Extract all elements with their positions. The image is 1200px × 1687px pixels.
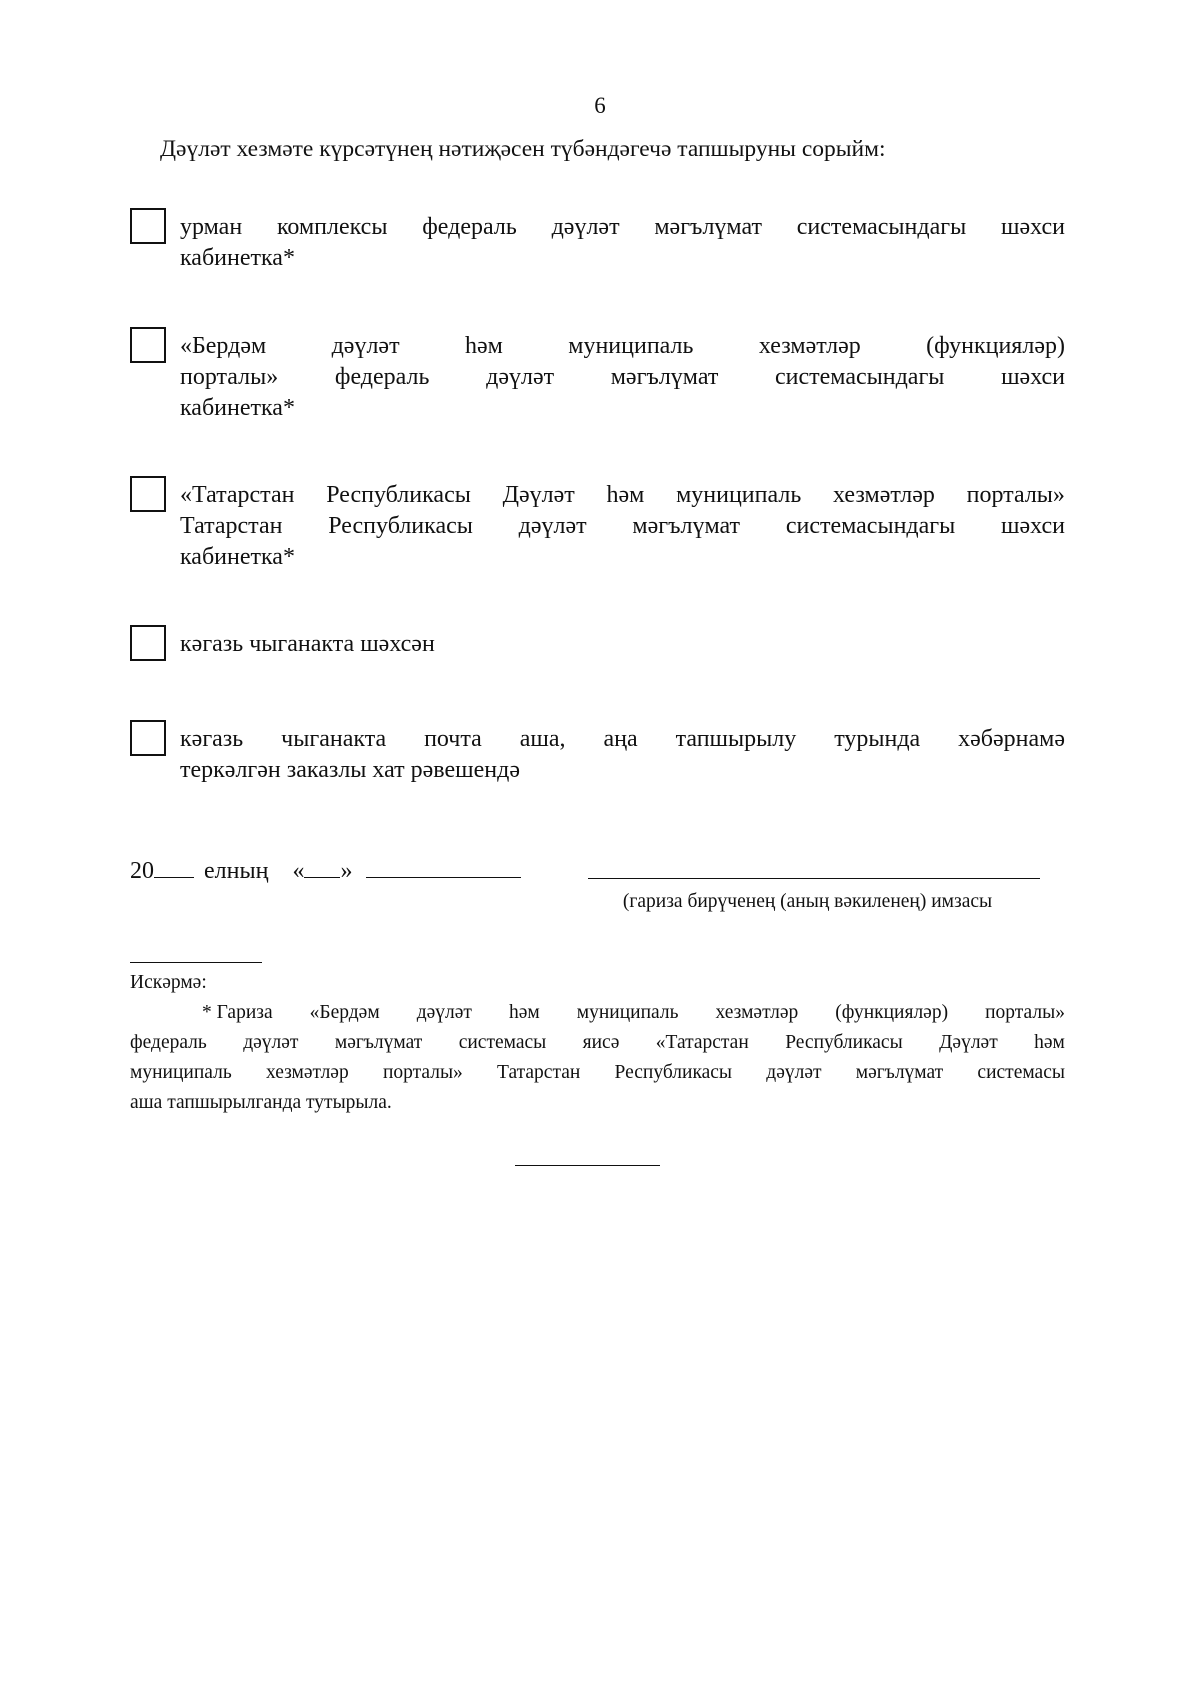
footnote-word: муниципаль bbox=[576, 1002, 679, 1023]
checkbox-federal-forestry-cabinet[interactable] bbox=[130, 208, 166, 244]
footnote-line bbox=[130, 1058, 1065, 1088]
option-word: теркәлгән заказлы хат рәвешендә bbox=[180, 757, 520, 783]
date-quote-close: » bbox=[340, 858, 353, 884]
footnote-word: «Бердәм bbox=[309, 1002, 380, 1023]
option-line bbox=[180, 243, 1065, 274]
option-line bbox=[180, 480, 1065, 511]
option-federal-forestry-cabinet bbox=[180, 212, 1065, 274]
footnote-word: яисә bbox=[582, 1032, 620, 1053]
date-year-word: елның bbox=[204, 858, 269, 884]
option-word: порталы» bbox=[966, 482, 1065, 508]
option-word: дәүләт bbox=[331, 333, 400, 359]
footnote-word: һәм bbox=[1034, 1032, 1065, 1053]
option-word: кабинетка* bbox=[180, 245, 295, 271]
option-word: хезмәтләр bbox=[758, 333, 861, 359]
footnote-line bbox=[130, 1088, 1065, 1118]
footnote-line bbox=[130, 998, 1065, 1028]
option-word: шәхси bbox=[1001, 214, 1065, 240]
option-word: аша, bbox=[519, 726, 566, 752]
footnote-word: системасы bbox=[458, 1032, 547, 1053]
footnote-word: мәгълүмат bbox=[855, 1062, 944, 1083]
option-word: системасындагы bbox=[796, 214, 967, 240]
month-blank[interactable] bbox=[366, 855, 521, 878]
day-blank[interactable] bbox=[304, 855, 340, 878]
footnote-word: муниципаль bbox=[130, 1062, 232, 1083]
signature-line[interactable] bbox=[588, 878, 1040, 879]
option-word: дәүләт bbox=[518, 513, 587, 539]
option-line bbox=[180, 724, 1065, 755]
option-word: мәгълүмат bbox=[610, 364, 719, 390]
option-word: Татарстан bbox=[180, 513, 283, 539]
option-line bbox=[180, 629, 1065, 660]
option-word: «Татарстан bbox=[180, 482, 295, 508]
date-quote-open: « bbox=[292, 858, 305, 884]
footnote-word: дәүләт bbox=[766, 1062, 822, 1083]
date-line bbox=[130, 855, 521, 886]
option-word: шәхси bbox=[1001, 513, 1065, 539]
footnote-word: порталы» bbox=[382, 1062, 463, 1083]
footnote-word: Татарстан bbox=[497, 1062, 581, 1083]
option-word: мәгълүмат bbox=[654, 214, 762, 240]
footnote-word: «Татарстан bbox=[655, 1032, 749, 1053]
option-word: һәм bbox=[465, 333, 503, 359]
option-paper-by-post bbox=[180, 724, 1065, 786]
footnote-word: аша тапшырылганда тутырыла. bbox=[130, 1092, 392, 1113]
footnote-word: хезмәтләр bbox=[265, 1062, 349, 1083]
date-century: 20 bbox=[130, 858, 154, 884]
end-divider bbox=[515, 1165, 660, 1166]
option-line bbox=[180, 511, 1065, 542]
option-line bbox=[180, 212, 1065, 243]
option-word: кабинетка* bbox=[180, 544, 295, 570]
option-word: муниципаль bbox=[568, 333, 694, 359]
signature-caption: (гариза бирүченең (аның вәкиленең) имзасы bbox=[622, 891, 993, 912]
option-unified-portal-cabinet bbox=[180, 331, 1065, 424]
footnote-word: һәм bbox=[508, 1002, 540, 1023]
option-word: турында bbox=[834, 726, 921, 752]
footnote-line bbox=[130, 1028, 1065, 1058]
option-word: аңа bbox=[603, 726, 638, 752]
footnote-word: системасы bbox=[977, 1062, 1065, 1083]
footnote-word: Дәүләт bbox=[939, 1032, 998, 1053]
footnote-word: дәүләт bbox=[243, 1032, 299, 1053]
option-word: «Бердәм bbox=[180, 333, 267, 359]
footnote-word: порталы» bbox=[985, 1002, 1065, 1023]
year-blank[interactable] bbox=[154, 855, 194, 878]
option-line bbox=[180, 755, 1065, 786]
option-word: федераль bbox=[422, 214, 517, 240]
footnote-word: мәгълүмат bbox=[334, 1032, 423, 1053]
option-word: системасындагы bbox=[785, 513, 956, 539]
option-word: комплексы bbox=[276, 214, 388, 240]
option-word: порталы» bbox=[180, 364, 279, 390]
footnote-word: (функцияләр) bbox=[835, 1002, 949, 1023]
footnote-word: хезмәтләр bbox=[715, 1002, 799, 1023]
option-word: чыганакта bbox=[281, 726, 387, 752]
option-word: мәгълүмат bbox=[632, 513, 741, 539]
checkbox-paper-by-post[interactable] bbox=[130, 720, 166, 756]
option-line bbox=[180, 393, 1065, 424]
option-word: (функцияләр) bbox=[926, 333, 1065, 359]
footnote-word: * Гариза bbox=[202, 1002, 273, 1023]
option-word: Республикасы bbox=[326, 482, 471, 508]
option-word: федераль bbox=[334, 364, 430, 390]
option-word: дәүләт bbox=[551, 214, 620, 240]
option-word: кабинетка* bbox=[180, 395, 295, 421]
option-line bbox=[180, 362, 1065, 393]
option-word: почта bbox=[424, 726, 482, 752]
footnote-word: федераль bbox=[130, 1032, 207, 1053]
option-word: тапшырылу bbox=[675, 726, 797, 752]
option-word: системасындагы bbox=[775, 364, 945, 390]
option-word: хезмәтләр bbox=[833, 482, 935, 508]
option-word: урман bbox=[180, 214, 243, 240]
option-word: Республикасы bbox=[328, 513, 473, 539]
option-paper-in-person bbox=[180, 629, 1065, 660]
footnote-word: Республикасы bbox=[614, 1062, 733, 1083]
checkbox-tatarstan-portal-cabinet[interactable] bbox=[130, 476, 166, 512]
option-word: хәбәрнамә bbox=[958, 726, 1065, 752]
option-word: шәхси bbox=[1001, 364, 1065, 390]
footnote-word: дәүләт bbox=[416, 1002, 472, 1023]
request-heading: Дәүләт хезмәте күрсәтүнең нәтиҗәсен түбәндәгечә тапшыруны сорыйм: bbox=[160, 136, 886, 162]
footnote-text bbox=[130, 998, 1065, 1118]
option-tatarstan-portal-cabinet bbox=[180, 480, 1065, 573]
option-word: һәм bbox=[606, 482, 645, 508]
footnote-word: Республикасы bbox=[785, 1032, 903, 1053]
footnote-divider bbox=[130, 962, 262, 963]
checkbox-paper-in-person[interactable] bbox=[130, 625, 166, 661]
checkbox-unified-portal-cabinet[interactable] bbox=[130, 327, 166, 363]
option-line bbox=[180, 542, 1065, 573]
option-word: дәүләт bbox=[486, 364, 555, 390]
option-line bbox=[180, 331, 1065, 362]
option-word: Дәүләт bbox=[502, 482, 575, 508]
page-number: 6 bbox=[594, 93, 606, 118]
option-word: кәгазь чыганакта шәхсән bbox=[180, 631, 435, 657]
note-label: Искәрмә: bbox=[130, 972, 207, 993]
option-word: кәгазь bbox=[180, 726, 244, 752]
option-word: муниципаль bbox=[676, 482, 802, 508]
